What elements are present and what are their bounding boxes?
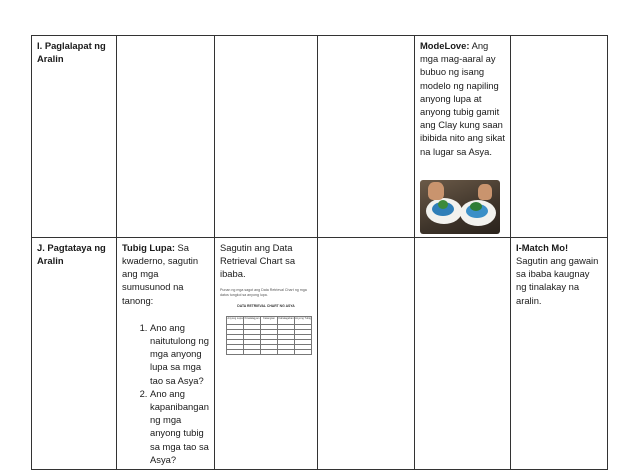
mini-col-header: Kinalalagyan (244, 316, 261, 324)
retrieval-mini-instruction: Punan ng mga sagot ang Data Retrieval Chart ng mga datos tungkol sa anyong lupa. (220, 288, 307, 297)
question-item: 1. Ano ang naitutulong ng mga anyong lupa sa mga tao sa Asya? (150, 321, 209, 387)
clay-model-photo (420, 180, 500, 234)
modelove-text: Ang mga mag-aaral ay bubuo ng isang modelo ng napiling anyong lupa at anyong tubig gamit ang Clay kung saan ibibida nito ang sikat na lugar sa Asya. (420, 40, 505, 157)
mini-col-header: Anyong Lupa (227, 316, 244, 324)
mini-col-header: Anyong Tubig (295, 316, 312, 324)
i-match-mo-title: I-Match Mo! (516, 241, 569, 253)
cell-empty (215, 36, 318, 238)
row-label-pagtataya: J. Pagtataya ng Aralin (32, 237, 117, 469)
cell-data-retrieval (215, 237, 318, 469)
mini-col-header: Kahalagahan (278, 316, 295, 324)
cell-empty (117, 36, 215, 238)
question-list (122, 321, 209, 466)
cell-empty (318, 36, 415, 238)
cell-empty (415, 237, 511, 469)
tubig-lupa-title: Tubig Lupa: (122, 241, 175, 253)
row-paglalapat (32, 36, 608, 238)
mini-col-header: Katangian (261, 316, 278, 324)
cell-empty (511, 36, 608, 238)
cell-empty (318, 237, 415, 469)
modelove-title: ModeLove: (420, 40, 470, 51)
cell-i-match-mo (511, 237, 608, 469)
cell-tubig-lupa (117, 237, 215, 469)
retrieval-text: Sagutin ang Data Retrieval Chart sa ibaba. (220, 241, 296, 280)
retrieval-mini-heading: DATA RETRIEVAL CHART NG ASYA (237, 304, 295, 309)
row-label-paglalapat: I. Paglalapat ng Aralin (32, 36, 117, 238)
question-item: 2. Ano ang kapanibangan ng mga anyong tubig sa mga tao sa Asya? (150, 387, 209, 466)
i-match-mo-text: Sagutin ang gawain sa ibaba kaugnay ng tinalakay na aralin. (516, 255, 599, 306)
retrieval-chart-thumbnail (226, 316, 312, 355)
tubig-lupa-intro: Sa kwaderno, sagutin ang mga sumusunod na tanong: (122, 241, 199, 306)
cell-modelove (415, 36, 511, 238)
row-pagtataya (32, 237, 608, 469)
lesson-plan-table (31, 35, 608, 470)
